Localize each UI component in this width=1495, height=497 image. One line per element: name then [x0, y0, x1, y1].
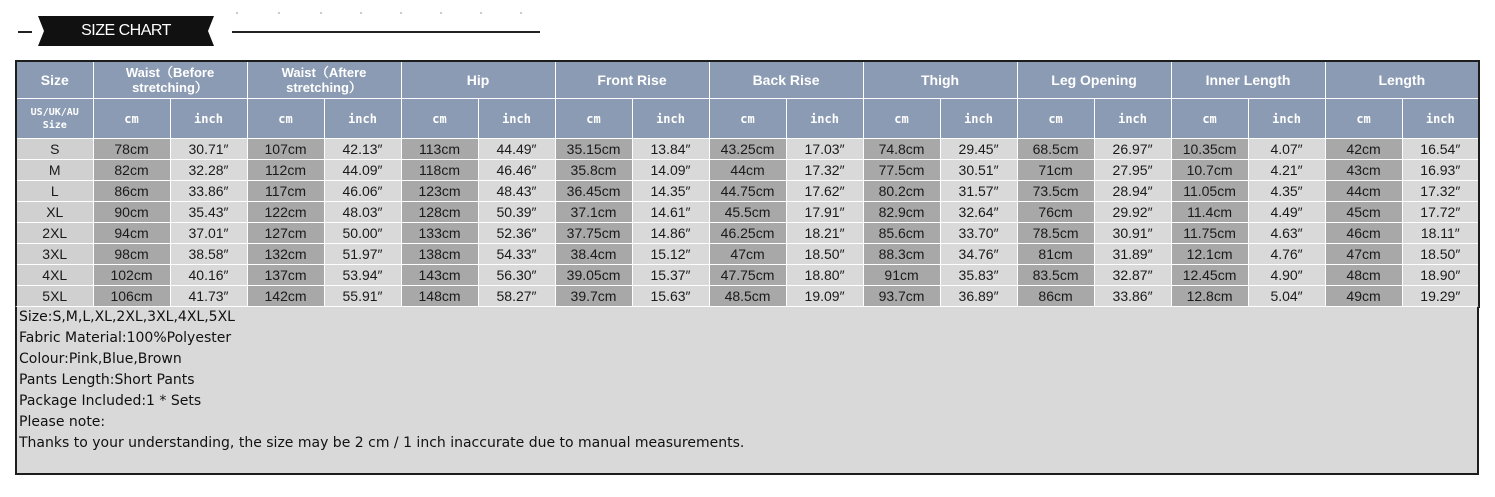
measurement-header: Waist（Before stretching）	[93, 61, 247, 99]
cm-unit-header: cm	[93, 99, 170, 139]
cm-value-cell: 71cm	[1017, 160, 1094, 181]
note-line: Fabric Material:100%Polyester	[19, 330, 232, 346]
inch-value-cell: 14.61″	[632, 202, 709, 223]
region-size-header: US/UK/AU Size	[16, 99, 93, 139]
cm-value-cell: 37.1cm	[555, 202, 632, 223]
table-row	[16, 139, 1479, 160]
cm-value-cell: 77.5cm	[863, 160, 940, 181]
inch-value-cell: 35.83″	[940, 265, 1017, 286]
measurement-header: Waist（Aftere stretching）	[247, 61, 401, 99]
cm-value-cell: 39.05cm	[555, 265, 632, 286]
cm-value-cell: 44cm	[1325, 181, 1402, 202]
inch-value-cell: 4.07″	[1248, 139, 1325, 160]
cm-value-cell: 80.2cm	[863, 181, 940, 202]
cm-unit-header: cm	[401, 99, 478, 139]
inch-value-cell: 37.01″	[170, 223, 247, 244]
cm-value-cell: 46.25cm	[709, 223, 786, 244]
measurement-header: Inner Length	[1171, 61, 1325, 99]
measurement-header-row	[16, 61, 1479, 99]
inch-value-cell: 53.94″	[324, 265, 401, 286]
inch-value-cell: 56.30″	[478, 265, 555, 286]
cm-value-cell: 148cm	[401, 286, 478, 308]
inch-value-cell: 18.21″	[786, 223, 863, 244]
cm-unit-header: cm	[1171, 99, 1248, 139]
cm-value-cell: 98cm	[93, 244, 170, 265]
size-chart-banner	[0, 0, 1495, 58]
inch-value-cell: 32.87″	[1094, 265, 1171, 286]
inch-value-cell: 16.93″	[1402, 160, 1479, 181]
cm-value-cell: 78.5cm	[1017, 223, 1094, 244]
measurement-header: Front Rise	[555, 61, 709, 99]
cm-value-cell: 46cm	[1325, 223, 1402, 244]
size-label-cell: 2XL	[16, 223, 93, 244]
inch-value-cell: 17.72″	[1402, 202, 1479, 223]
cm-unit-header: cm	[1325, 99, 1402, 139]
cm-value-cell: 76cm	[1017, 202, 1094, 223]
measurement-header: Leg Opening	[1017, 61, 1171, 99]
cm-value-cell: 45.5cm	[709, 202, 786, 223]
inch-value-cell: 28.94″	[1094, 181, 1171, 202]
cm-value-cell: 11.75cm	[1171, 223, 1248, 244]
table-row	[16, 223, 1479, 244]
cm-unit-header: cm	[863, 99, 940, 139]
inch-value-cell: 30.51″	[940, 160, 1017, 181]
cm-value-cell: 36.45cm	[555, 181, 632, 202]
cm-value-cell: 86cm	[93, 181, 170, 202]
inch-value-cell: 58.27″	[478, 286, 555, 308]
inch-value-cell: 4.90″	[1248, 265, 1325, 286]
inch-value-cell: 31.57″	[940, 181, 1017, 202]
cm-value-cell: 142cm	[247, 286, 324, 308]
measurement-header: Hip	[401, 61, 555, 99]
table-row	[16, 286, 1479, 308]
note-line: Colour:Pink,Blue,Brown	[19, 351, 182, 367]
inch-value-cell: 38.58″	[170, 244, 247, 265]
cm-value-cell: 118cm	[401, 160, 478, 181]
inch-value-cell: 17.32″	[786, 160, 863, 181]
cm-value-cell: 93.7cm	[863, 286, 940, 308]
size-label-cell: L	[16, 181, 93, 202]
inch-unit-header: inch	[940, 99, 1017, 139]
measurement-header: Length	[1325, 61, 1479, 99]
size-column-header: Size	[16, 61, 93, 99]
cm-value-cell: 10.7cm	[1171, 160, 1248, 181]
inch-unit-header: inch	[1248, 99, 1325, 139]
inch-value-cell: 30.71″	[170, 139, 247, 160]
cm-value-cell: 112cm	[247, 160, 324, 181]
note-line: Pants Length:Short Pants	[19, 372, 195, 388]
inch-value-cell: 44.49″	[478, 139, 555, 160]
table-row	[16, 244, 1479, 265]
inch-value-cell: 35.43″	[170, 202, 247, 223]
note-line: Package Included:1 * Sets	[19, 393, 202, 409]
cm-value-cell: 81cm	[1017, 244, 1094, 265]
size-label-cell: 4XL	[16, 265, 93, 286]
inch-value-cell: 54.33″	[478, 244, 555, 265]
cm-value-cell: 107cm	[247, 139, 324, 160]
cm-value-cell: 78cm	[93, 139, 170, 160]
inch-value-cell: 15.63″	[632, 286, 709, 308]
cm-value-cell: 47cm	[1325, 244, 1402, 265]
inch-value-cell: 4.35″	[1248, 181, 1325, 202]
inch-value-cell: 14.86″	[632, 223, 709, 244]
inch-value-cell: 17.91″	[786, 202, 863, 223]
inch-value-cell: 44.09″	[324, 160, 401, 181]
size-label-cell: S	[16, 139, 93, 160]
inch-value-cell: 50.39″	[478, 202, 555, 223]
note-line: Please note:	[19, 414, 106, 430]
cm-value-cell: 12.45cm	[1171, 265, 1248, 286]
cm-value-cell: 137cm	[247, 265, 324, 286]
inch-value-cell: 46.46″	[478, 160, 555, 181]
inch-value-cell: 36.89″	[940, 286, 1017, 308]
cm-value-cell: 128cm	[401, 202, 478, 223]
cm-value-cell: 35.15cm	[555, 139, 632, 160]
cm-value-cell: 43cm	[1325, 160, 1402, 181]
size-label-cell: M	[16, 160, 93, 181]
inch-value-cell: 18.80″	[786, 265, 863, 286]
inch-value-cell: 48.03″	[324, 202, 401, 223]
table-row	[16, 265, 1479, 286]
cm-value-cell: 102cm	[93, 265, 170, 286]
inch-value-cell: 40.16″	[170, 265, 247, 286]
inch-value-cell: 4.63″	[1248, 223, 1325, 244]
table-row	[16, 181, 1479, 202]
measurement-header: Thigh	[863, 61, 1017, 99]
inch-unit-header: inch	[324, 99, 401, 139]
inch-value-cell: 4.21″	[1248, 160, 1325, 181]
inch-value-cell: 29.45″	[940, 139, 1017, 160]
inch-unit-header: inch	[1402, 99, 1479, 139]
cm-value-cell: 85.6cm	[863, 223, 940, 244]
cm-value-cell: 47cm	[709, 244, 786, 265]
cm-value-cell: 38.4cm	[555, 244, 632, 265]
cm-value-cell: 94cm	[93, 223, 170, 244]
cm-value-cell: 74.8cm	[863, 139, 940, 160]
inch-value-cell: 14.09″	[632, 160, 709, 181]
inch-value-cell: 18.50″	[786, 244, 863, 265]
measurement-header: Back Rise	[709, 61, 863, 99]
inch-unit-header: inch	[170, 99, 247, 139]
inch-value-cell: 33.70″	[940, 223, 1017, 244]
table-row	[16, 202, 1479, 223]
cm-value-cell: 49cm	[1325, 286, 1402, 308]
cm-value-cell: 82.9cm	[863, 202, 940, 223]
cm-value-cell: 48cm	[1325, 265, 1402, 286]
cm-value-cell: 127cm	[247, 223, 324, 244]
inch-value-cell: 31.89″	[1094, 244, 1171, 265]
banner-title: SIZE CHART	[81, 22, 171, 39]
cm-value-cell: 68.5cm	[1017, 139, 1094, 160]
cm-value-cell: 106cm	[93, 286, 170, 308]
inch-value-cell: 27.95″	[1094, 160, 1171, 181]
inch-value-cell: 15.12″	[632, 244, 709, 265]
inch-value-cell: 42.13″	[324, 139, 401, 160]
cm-value-cell: 39.7cm	[555, 286, 632, 308]
table-row	[16, 160, 1479, 181]
cm-value-cell: 91cm	[863, 265, 940, 286]
size-label-cell: 3XL	[16, 244, 93, 265]
product-notes	[15, 306, 1479, 475]
inch-value-cell: 19.09″	[786, 286, 863, 308]
cm-unit-header: cm	[555, 99, 632, 139]
inch-value-cell: 55.91″	[324, 286, 401, 308]
inch-value-cell: 17.62″	[786, 181, 863, 202]
cm-value-cell: 88.3cm	[863, 244, 940, 265]
inch-value-cell: 5.04″	[1248, 286, 1325, 308]
size-label-cell: 5XL	[16, 286, 93, 308]
cm-value-cell: 138cm	[401, 244, 478, 265]
cm-value-cell: 45cm	[1325, 202, 1402, 223]
cm-value-cell: 113cm	[401, 139, 478, 160]
inch-value-cell: 33.86″	[170, 181, 247, 202]
cm-value-cell: 73.5cm	[1017, 181, 1094, 202]
inch-value-cell: 18.11″	[1402, 223, 1479, 244]
inch-value-cell: 32.28″	[170, 160, 247, 181]
cm-value-cell: 37.75cm	[555, 223, 632, 244]
banner-left-line	[18, 31, 32, 33]
cm-value-cell: 12.8cm	[1171, 286, 1248, 308]
cm-value-cell: 83.5cm	[1017, 265, 1094, 286]
inch-value-cell: 52.36″	[478, 223, 555, 244]
inch-value-cell: 46.06″	[324, 181, 401, 202]
size-rows	[16, 139, 1479, 308]
cm-value-cell: 43.25cm	[709, 139, 786, 160]
inch-value-cell: 33.86″	[1094, 286, 1171, 308]
cm-value-cell: 10.35cm	[1171, 139, 1248, 160]
inch-value-cell: 30.91″	[1094, 223, 1171, 244]
inch-value-cell: 29.92″	[1094, 202, 1171, 223]
cm-value-cell: 47.75cm	[709, 265, 786, 286]
inch-value-cell: 4.49″	[1248, 202, 1325, 223]
inch-value-cell: 41.73″	[170, 286, 247, 308]
inch-unit-header: inch	[632, 99, 709, 139]
cm-value-cell: 117cm	[247, 181, 324, 202]
cm-value-cell: 82cm	[93, 160, 170, 181]
cm-value-cell: 123cm	[401, 181, 478, 202]
cm-value-cell: 122cm	[247, 202, 324, 223]
inch-value-cell: 4.76″	[1248, 244, 1325, 265]
inch-value-cell: 17.32″	[1402, 181, 1479, 202]
inch-unit-header: inch	[786, 99, 863, 139]
cm-value-cell: 35.8cm	[555, 160, 632, 181]
size-chart-table	[15, 60, 1480, 308]
cm-value-cell: 42cm	[1325, 139, 1402, 160]
inch-value-cell: 34.76″	[940, 244, 1017, 265]
cm-value-cell: 44.75cm	[709, 181, 786, 202]
note-line: Size:S,M,L,XL,2XL,3XL,4XL,5XL	[19, 309, 235, 325]
cm-value-cell: 143cm	[401, 265, 478, 286]
cm-value-cell: 133cm	[401, 223, 478, 244]
cm-unit-header: cm	[247, 99, 324, 139]
inch-value-cell: 50.00″	[324, 223, 401, 244]
inch-value-cell: 17.03″	[786, 139, 863, 160]
inch-value-cell: 18.50″	[1402, 244, 1479, 265]
cm-value-cell: 11.05cm	[1171, 181, 1248, 202]
cm-value-cell: 44cm	[709, 160, 786, 181]
inch-value-cell: 15.37″	[632, 265, 709, 286]
inch-value-cell: 19.29″	[1402, 286, 1479, 308]
size-label-cell: XL	[16, 202, 93, 223]
inch-value-cell: 48.43″	[478, 181, 555, 202]
inch-unit-header: inch	[478, 99, 555, 139]
unit-header-row	[16, 99, 1479, 139]
inch-value-cell: 26.97″	[1094, 139, 1171, 160]
banner-dots	[232, 12, 540, 16]
cm-value-cell: 48.5cm	[709, 286, 786, 308]
cm-unit-header: cm	[1017, 99, 1094, 139]
inch-value-cell: 18.90″	[1402, 265, 1479, 286]
inch-value-cell: 32.64″	[940, 202, 1017, 223]
note-line: Thanks to your understanding, the size may be 2 cm / 1 inch inaccurate due to manual measurements.	[19, 435, 745, 451]
inch-value-cell: 14.35″	[632, 181, 709, 202]
inch-value-cell: 13.84″	[632, 139, 709, 160]
inch-value-cell: 51.97″	[324, 244, 401, 265]
cm-value-cell: 90cm	[93, 202, 170, 223]
cm-unit-header: cm	[709, 99, 786, 139]
cm-value-cell: 86cm	[1017, 286, 1094, 308]
cm-value-cell: 11.4cm	[1171, 202, 1248, 223]
inch-value-cell: 16.54″	[1402, 139, 1479, 160]
cm-value-cell: 12.1cm	[1171, 244, 1248, 265]
inch-unit-header: inch	[1094, 99, 1171, 139]
cm-value-cell: 132cm	[247, 244, 324, 265]
banner-right-line	[232, 31, 540, 33]
